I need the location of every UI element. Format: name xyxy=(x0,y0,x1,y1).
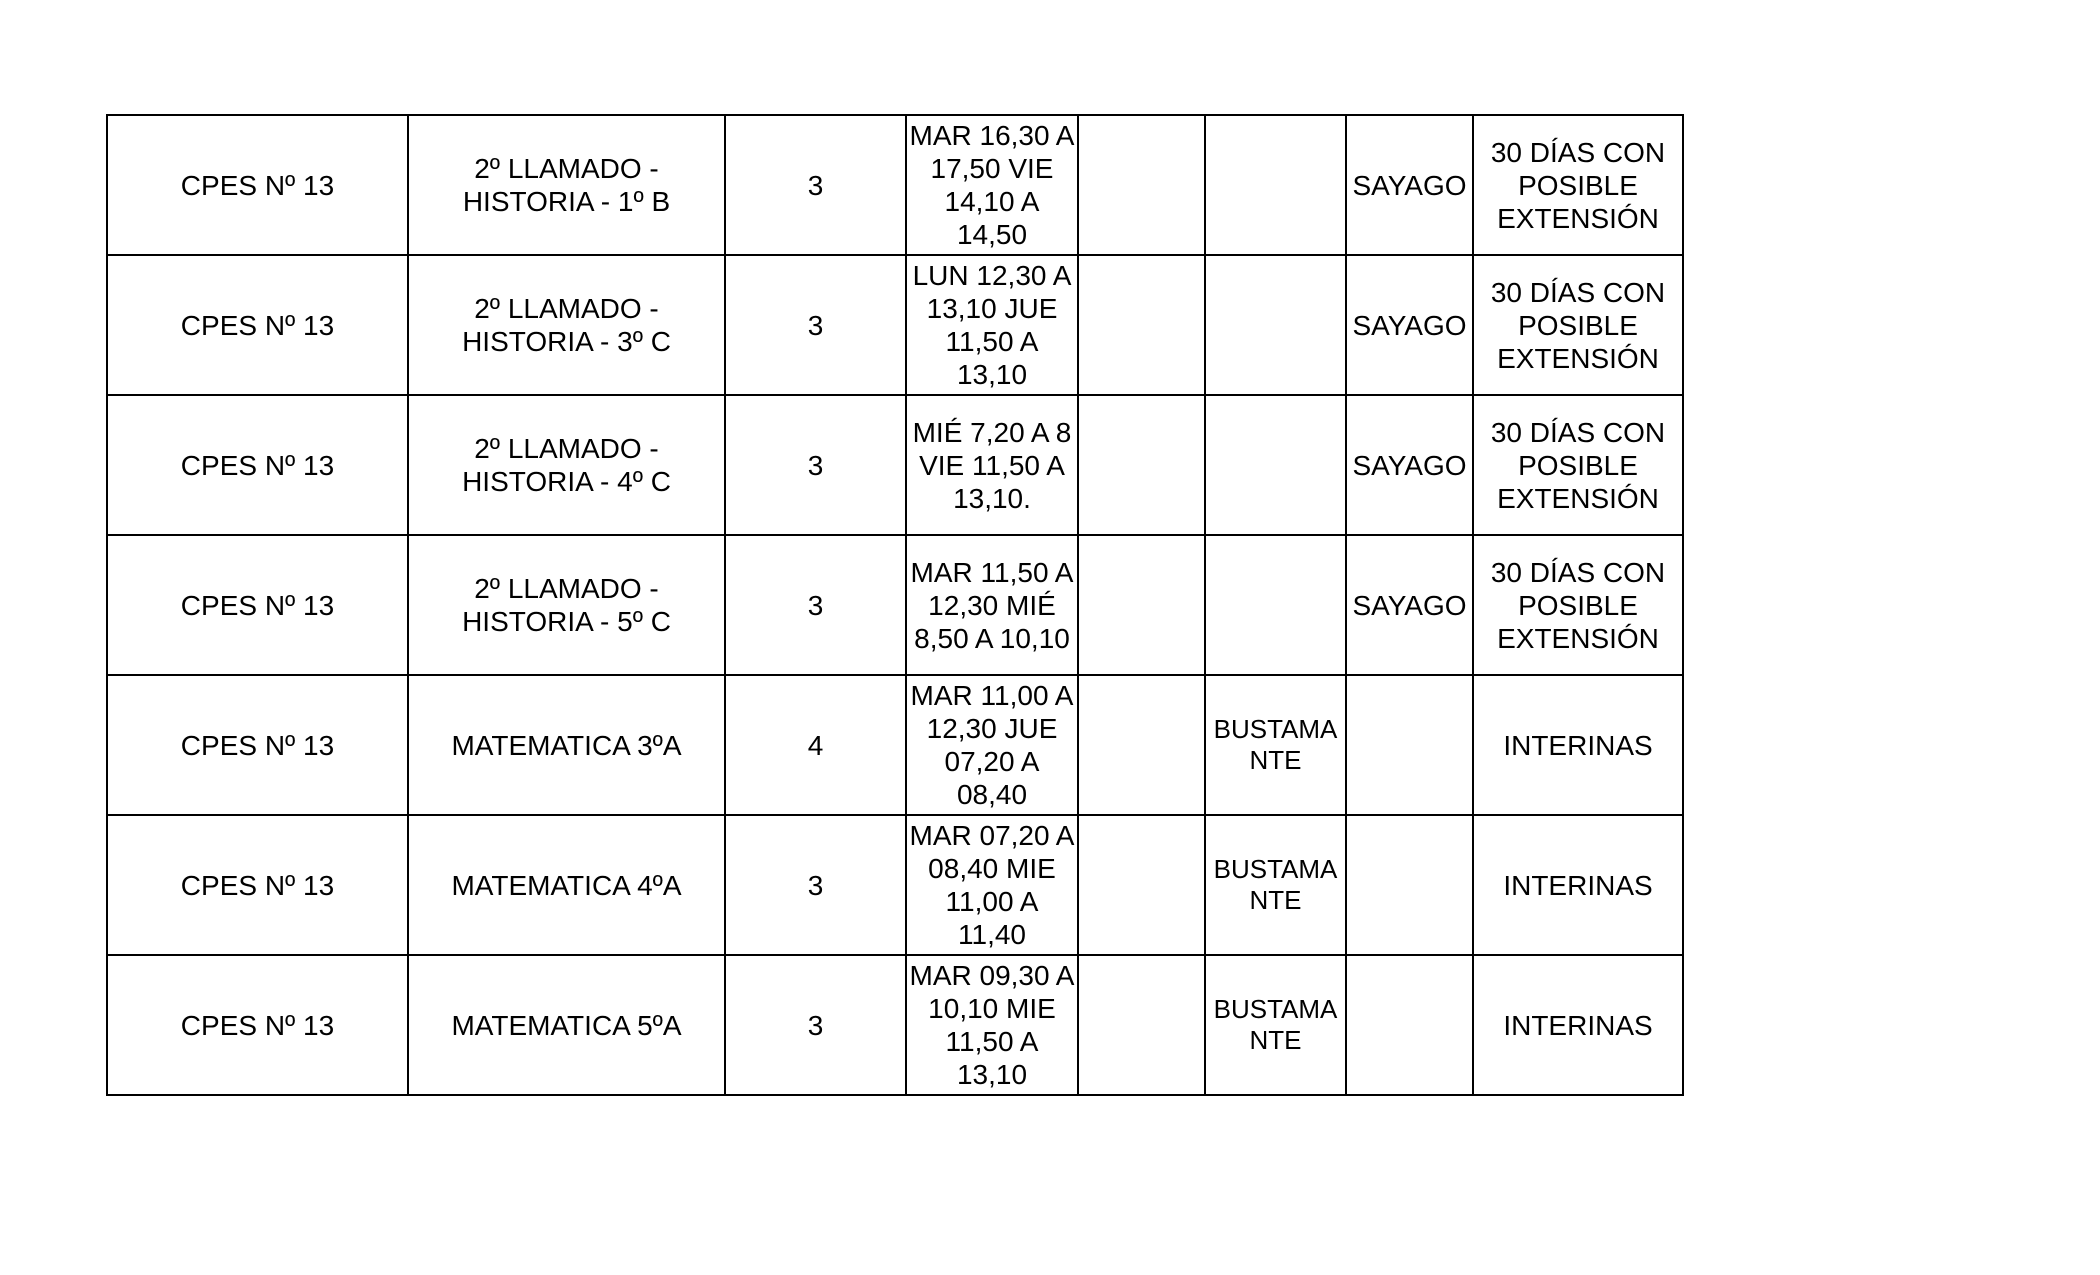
schedule-cell-line: LUN 12,30 A xyxy=(912,260,1072,291)
subject-cell-line: HISTORIA - 3º C xyxy=(462,326,671,357)
institution-cell xyxy=(107,535,408,675)
schedule-cell-line: 11,50 A xyxy=(945,326,1039,357)
name-cell xyxy=(1346,815,1473,955)
schedule-cell xyxy=(906,115,1078,255)
duration-cell-line: EXTENSIÓN xyxy=(1497,342,1659,374)
teacher-cell xyxy=(1205,115,1346,255)
schedule-cell-line: 13,10. xyxy=(953,482,1031,514)
empty-cell xyxy=(1078,535,1205,675)
hours-cell xyxy=(725,535,906,675)
schedule-cell xyxy=(906,255,1078,395)
table-row xyxy=(107,815,1683,955)
duration-cell-line: POSIBLE xyxy=(1518,449,1638,481)
schedule-cell xyxy=(906,815,1078,955)
schedule-cell xyxy=(906,675,1078,815)
subject-cell-line: MATEMATICA 3ºA xyxy=(451,729,682,761)
hours-cell-text: 3 xyxy=(807,169,824,201)
duration-cell-line: 30 DÍAS CON xyxy=(1490,136,1666,168)
schedule-cell-line: 14,10 A xyxy=(944,186,1040,217)
hours-cell-text: 3 xyxy=(807,589,824,621)
duration-cell-line: INTERINAS xyxy=(1503,1009,1653,1041)
name-cell xyxy=(1346,255,1473,395)
duration-cell-line: POSIBLE xyxy=(1518,169,1638,201)
teacher-cell-line: BUSTAMA xyxy=(1213,994,1338,1024)
duration-cell xyxy=(1473,535,1683,675)
table-row xyxy=(107,675,1683,815)
duration-cell xyxy=(1473,255,1683,395)
schedule-cell-line: MAR 09,30 A xyxy=(909,960,1075,991)
schedule-cell-line: 11,50 A xyxy=(945,1026,1039,1057)
duration-cell xyxy=(1473,955,1683,1095)
institution-cell-text: CPES Nº 13 xyxy=(180,449,335,481)
hours-cell-text: 3 xyxy=(807,1009,824,1041)
schedule-cell xyxy=(906,395,1078,535)
institution-cell xyxy=(107,815,408,955)
schedule-cell-line: 13,10 JUE xyxy=(926,293,1058,324)
teacher-cell xyxy=(1205,255,1346,395)
teacher-cell xyxy=(1205,395,1346,535)
duration-cell-line: EXTENSIÓN xyxy=(1497,482,1659,514)
institution-cell-text: CPES Nº 13 xyxy=(180,869,335,901)
hours-cell xyxy=(725,395,906,535)
subject-cell-line: 2º LLAMADO - xyxy=(474,433,659,464)
teacher-cell xyxy=(1205,535,1346,675)
institution-cell xyxy=(107,955,408,1095)
duration-cell-line: POSIBLE xyxy=(1518,309,1638,341)
schedule-cell-line: VIE 11,50 A xyxy=(919,449,1065,481)
table-row xyxy=(107,535,1683,675)
hours-cell xyxy=(725,255,906,395)
empty-cell xyxy=(1078,675,1205,815)
subject-cell-line: 2º LLAMADO - xyxy=(474,293,659,324)
schedule-cell-line: 8,50 A 10,10 xyxy=(914,622,1070,654)
name-cell-text: SAYAGO xyxy=(1352,169,1467,201)
duration-cell-line: POSIBLE xyxy=(1518,589,1638,621)
institution-cell-text: CPES Nº 13 xyxy=(180,309,335,341)
schedule-cell-line: 10,10 MIE xyxy=(928,993,1056,1024)
schedule-cell xyxy=(906,535,1078,675)
subject-cell-line: 2º LLAMADO - xyxy=(474,573,659,604)
subject-cell xyxy=(408,675,725,815)
institution-cell xyxy=(107,255,408,395)
empty-cell xyxy=(1078,815,1205,955)
name-cell xyxy=(1346,675,1473,815)
duration-cell-line: EXTENSIÓN xyxy=(1497,202,1659,234)
teacher-cell-line: NTE xyxy=(1249,885,1302,915)
empty-cell xyxy=(1078,395,1205,535)
schedule-cell-line: 07,20 A xyxy=(944,746,1040,777)
vacancy-table xyxy=(106,114,1684,1096)
name-cell xyxy=(1346,535,1473,675)
schedule-cell-line: 08,40 xyxy=(956,779,1028,810)
schedule-cell-line: MAR 16,30 A xyxy=(909,120,1075,151)
subject-cell xyxy=(408,955,725,1095)
subject-cell-line: HISTORIA - 4º C xyxy=(462,466,671,497)
name-cell xyxy=(1346,955,1473,1095)
teacher-cell-line: BUSTAMA xyxy=(1213,854,1338,884)
schedule-cell-line: 11,40 xyxy=(958,919,1026,950)
empty-cell xyxy=(1078,115,1205,255)
duration-cell-line: 30 DÍAS CON xyxy=(1490,556,1666,588)
hours-cell-text: 3 xyxy=(807,869,824,901)
duration-cell-line: 30 DÍAS CON xyxy=(1490,276,1666,308)
schedule-cell-line: 11,00 A xyxy=(945,886,1039,917)
schedule-cell-line: MAR 11,50 A xyxy=(910,556,1074,588)
subject-cell xyxy=(408,395,725,535)
subject-cell xyxy=(408,535,725,675)
subject-cell xyxy=(408,115,725,255)
schedule-cell-line: 14,50 xyxy=(956,219,1028,250)
hours-cell xyxy=(725,955,906,1095)
institution-cell-text: CPES Nº 13 xyxy=(180,1009,335,1041)
subject-cell xyxy=(408,815,725,955)
institution-cell xyxy=(107,395,408,535)
duration-cell xyxy=(1473,815,1683,955)
institution-cell-text: CPES Nº 13 xyxy=(180,729,335,761)
schedule-cell-line: MIÉ 7,20 A 8 xyxy=(912,416,1072,448)
subject-cell xyxy=(408,255,725,395)
schedule-cell-line: MAR 07,20 A xyxy=(909,820,1075,851)
duration-cell xyxy=(1473,395,1683,535)
hours-cell-text: 4 xyxy=(807,729,824,761)
teacher-cell-line: NTE xyxy=(1249,1025,1302,1055)
hours-cell xyxy=(725,815,906,955)
name-cell-text: SAYAGO xyxy=(1352,449,1467,481)
hours-cell xyxy=(725,675,906,815)
hours-cell-text: 3 xyxy=(807,309,824,341)
teacher-cell-line: NTE xyxy=(1249,745,1302,775)
schedule-cell-line: 12,30 JUE xyxy=(926,713,1058,744)
teacher-cell-line: BUSTAMA xyxy=(1213,714,1338,744)
name-cell-text: SAYAGO xyxy=(1352,589,1467,621)
name-cell xyxy=(1346,395,1473,535)
duration-cell-line: INTERINAS xyxy=(1503,729,1653,761)
table-body xyxy=(107,115,1683,1095)
institution-cell-text: CPES Nº 13 xyxy=(180,169,335,201)
hours-cell xyxy=(725,115,906,255)
duration-cell xyxy=(1473,675,1683,815)
schedule-cell-line: 12,30 MIÉ xyxy=(928,589,1056,621)
name-cell-text: SAYAGO xyxy=(1352,309,1467,341)
subject-cell-line: MATEMATICA 4ºA xyxy=(451,869,682,901)
empty-cell xyxy=(1078,955,1205,1095)
subject-cell-line: HISTORIA - 5º C xyxy=(462,606,671,637)
schedule-cell-line: 13,10 xyxy=(956,359,1028,390)
duration-cell-line: INTERINAS xyxy=(1503,869,1653,901)
table-row xyxy=(107,115,1683,255)
subject-cell-line: 2º LLAMADO - xyxy=(474,153,659,184)
teacher-cell xyxy=(1205,815,1346,955)
duration-cell-line: EXTENSIÓN xyxy=(1497,622,1659,654)
subject-cell-line: HISTORIA - 1º B xyxy=(462,186,671,217)
subject-cell-line: MATEMATICA 5ºA xyxy=(451,1009,682,1041)
schedule-cell-line: 13,10 xyxy=(956,1059,1028,1090)
duration-cell-line: 30 DÍAS CON xyxy=(1490,416,1666,448)
hours-cell-text: 3 xyxy=(807,449,824,481)
name-cell xyxy=(1346,115,1473,255)
empty-cell xyxy=(1078,255,1205,395)
schedule-cell-line: 08,40 MIE xyxy=(928,853,1056,884)
schedule-cell-line: 17,50 VIE xyxy=(930,153,1054,184)
institution-cell xyxy=(107,115,408,255)
table-row xyxy=(107,255,1683,395)
institution-cell xyxy=(107,675,408,815)
teacher-cell xyxy=(1205,955,1346,1095)
teacher-cell xyxy=(1205,675,1346,815)
schedule-cell xyxy=(906,955,1078,1095)
institution-cell-text: CPES Nº 13 xyxy=(180,589,335,621)
table-row xyxy=(107,395,1683,535)
table-row xyxy=(107,955,1683,1095)
schedule-cell-line: MAR 11,00 A xyxy=(910,680,1074,711)
duration-cell xyxy=(1473,115,1683,255)
